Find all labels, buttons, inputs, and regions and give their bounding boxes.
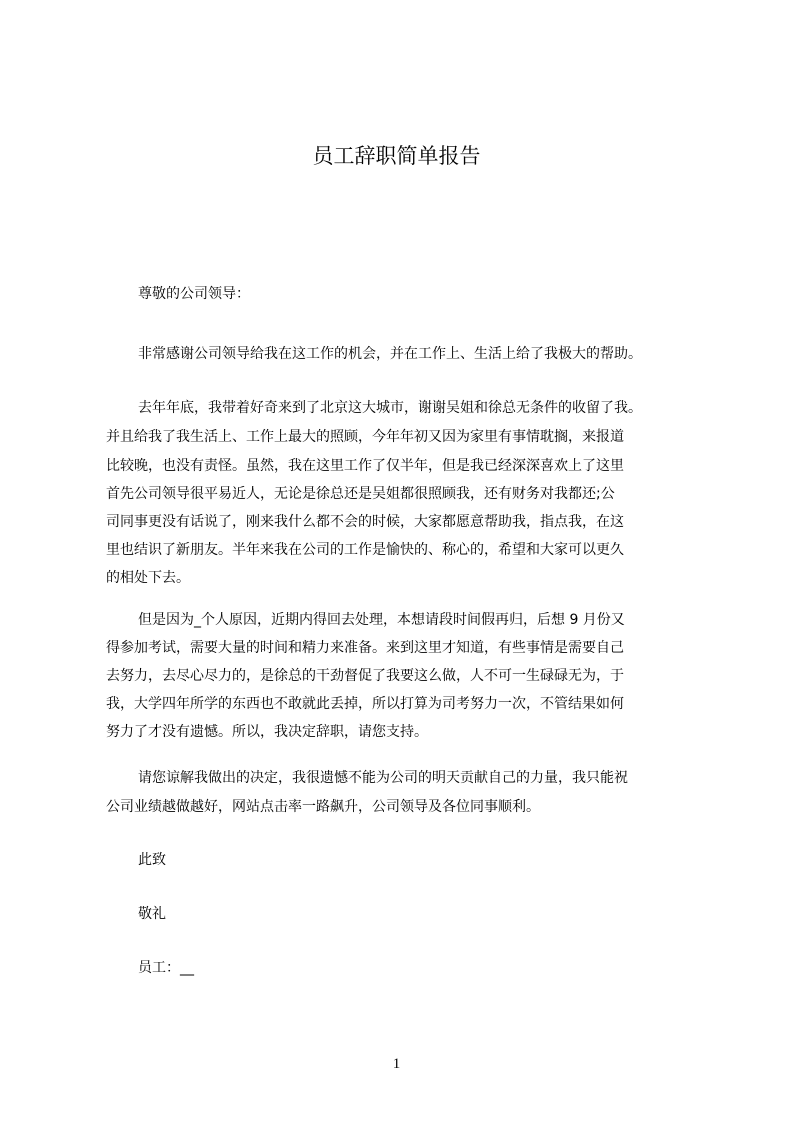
paragraph-2-line: 首先公司领导很平易近人，无论是徐总还是吴姐都很照顾我，还有财务对我都还;公	[106, 486, 615, 502]
closing: 此致	[138, 852, 166, 868]
paragraph-2-line: 比较晚，也没有责怪。虽然，我在这里工作了仅半年，但是我已经深深喜欢上了这里	[106, 458, 624, 474]
paragraph-3-line: 努力了才没有遗憾。所以，我决定辞职，请您支持。	[106, 724, 428, 740]
paragraph-2-line: 里也结识了新朋友。半年来我在公司的工作是愉快的、称心的，希望和大家可以更久	[106, 542, 624, 558]
paragraph-2-line: 的相处下去。	[106, 570, 190, 586]
regards: 敬礼	[138, 906, 166, 922]
page-number: 1	[392, 1056, 401, 1072]
paragraph-3-line: 但是因为_个人原因，近期内得回去处理，本想请段时间假再归，后想 9 月份又	[138, 612, 625, 628]
paragraph-2-line: 司同事更没有话说了，刚来我什么都不会的时候，大家都愿意帮助我，指点我，在这	[106, 514, 624, 530]
paragraph-2-line: 并且给我了我生活上、工作上最大的照顾，今年年初又因为家里有事情耽搁，来报道	[106, 429, 624, 445]
paragraph-4-line: 请您谅解我做出的决定，我很遗憾不能为公司的明天贡献自己的力量，我只能祝	[138, 770, 628, 786]
salutation: 尊敬的公司领导：	[138, 286, 250, 302]
paragraph-3-line: 我，大学四年所学的东西也不敢就此丢掉，所以打算为司考努力一次，不管结果如何	[106, 696, 624, 712]
paragraph-4-line: 公司业绩越做越好，网站点击率一路飙升，公司领导及各位同事顺利。	[106, 799, 540, 815]
signature-line: 员工：__	[138, 960, 194, 976]
paragraph-1-line: 非常感谢公司领导给我在这工作的机会，并在工作上、生活上给了我极大的帮助。	[138, 346, 642, 362]
paragraph-2-line: 去年年底，我带着好奇来到了北京这大城市，谢谢吴姐和徐总无条件的收留了我。	[138, 400, 642, 416]
paragraph-3-line: 得参加考试，需要大量的时间和精力来准备。来到这里才知道，有些事情是需要自己	[106, 640, 624, 656]
paragraph-3-line: 去努力，去尽心尽力的，是徐总的干劲督促了我要这么做，人不可一生碌碌无为，于	[106, 668, 624, 684]
document-title: 员工辞职简单报告	[312, 144, 481, 168]
